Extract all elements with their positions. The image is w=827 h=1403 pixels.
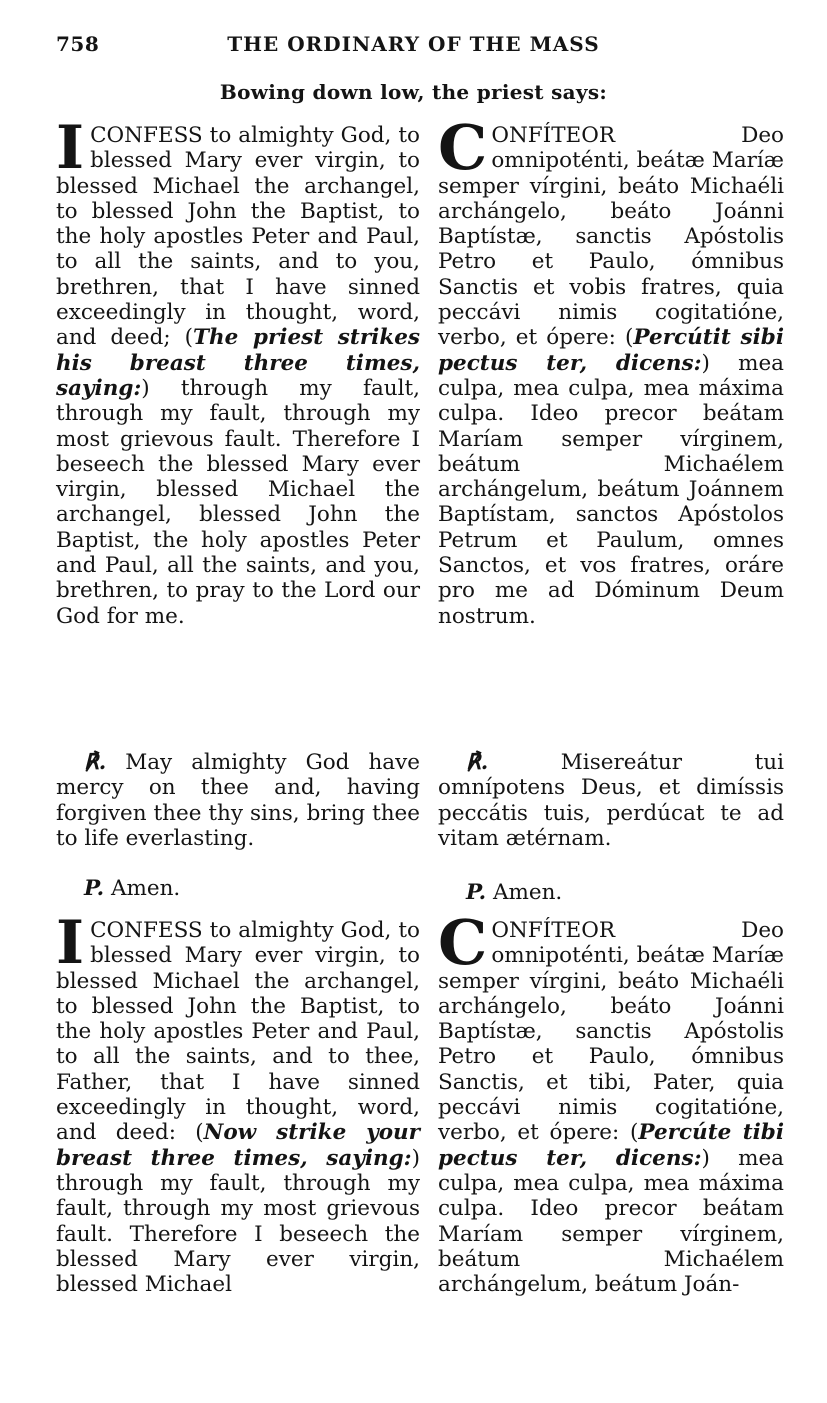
misereatur-english	[56, 750, 420, 851]
confiteor-priest-english-text	[56, 113, 420, 629]
confiteor-people-latin-rubric: Percúte tibi pectus ter, dicens:	[438, 1120, 785, 1171]
amen-english-body: Amen.	[110, 876, 181, 901]
response-sign: ℟.	[466, 750, 489, 775]
confiteor-people-english-text	[56, 908, 421, 1298]
confiteor-people-latin-text	[438, 906, 785, 1298]
running-head: THE ORDINARY OF THE MASS	[227, 32, 600, 56]
confiteor-priest-latin	[438, 111, 784, 629]
amen-english	[56, 876, 420, 901]
amen-latin-body: Amen.	[492, 880, 563, 905]
amen-latin	[438, 880, 784, 905]
misereatur-latin-text	[438, 750, 784, 851]
amen-label: P.	[466, 880, 487, 905]
confiteor-priest-latin-part2: ) mea culpa, mea culpa, mea máxima culpa. Ideo precor beátam Maríam semper vírginem, beátum Michaélem archángelum, beátum Joánnem Baptístam, sanctos Apóstolos Petrum et Paulum, omnes Sanctos, et vos fratres, oráre pro me ad Dóminum Deum nostrum.	[438, 350, 784, 629]
confiteor-priest-latin-rubric: Percútit sibi pectus ter, dicens:	[438, 325, 784, 376]
amen-english-text	[56, 876, 420, 901]
confiteor-priest-english-part1: CONFESS to almighty God, to blessed Mary ever virgin, to blessed Michael the archangel, to blessed John the Baptist, to the holy apostles Peter and Paul, to all the saints, and to you, brethren, that I have sinned exceedingly in thought, word, and deed; (	[56, 123, 420, 351]
dropcap-c: C	[438, 906, 488, 979]
confiteor-priest-english-rubric: The priest strikes his breast three times, saying:	[56, 325, 420, 401]
confiteor-people-english-rubric: Now strike your breast three times, saying:	[56, 1120, 421, 1171]
dropcap-i: I	[56, 113, 85, 183]
confiteor-priest-latin-part1: ONFÍTEOR Deo omnipoténti, beátæ Maríæ semper vírgini, beáto Michaéli archángelo, beáto Joánni Baptístæ, sanctis Apóstolis Petro et Paulo, ómnibus Sanctis et vobis fratres, quia peccávi nimis cogitatióne, verbo, et ópere: (	[438, 123, 784, 351]
confiteor-people-latin-part1: ONFÍTEOR Deo omnipoténti, beátæ Maríæ semper vírgini, beáto Michaéli archángelo, beáto Joánni Baptístæ, sanctis Apóstolis Petro et Paulo, ómnibus Sanctis, et tibi, Pater, quia peccávi nimis cogitatióne, verbo, et ópere: (	[438, 918, 784, 1146]
confiteor-people-latin	[438, 906, 785, 1298]
amen-label: P.	[84, 876, 105, 901]
confiteor-people-english-part2: ) through my fault, through my fault, through my most grievous fault. Therefore I beseech the blessed Mary ever virgin, blessed Michael	[56, 1145, 420, 1298]
dropcap-c: C	[438, 111, 488, 184]
misereatur-english-text	[56, 750, 420, 851]
confiteor-people-latin-part2: ) mea culpa, mea culpa, mea máxima culpa. Ideo precor beátam Maríam semper vírginem, beátum Michaélem archángelum, beátum Joán-	[438, 1145, 784, 1298]
confiteor-priest-english	[56, 113, 420, 629]
confiteor-priest-english-part2: ) through my fault, through my fault, through my most grievous fault. Therefore I beseech the blessed Mary ever virgin, blessed Michael the archangel, blessed John the Baptist, the holy apostles Peter and Paul, all the saints, and you, brethren, to pray to the Lord our God for me.	[56, 375, 420, 629]
confiteor-people-english	[56, 908, 421, 1298]
misereatur-latin-body: Misereátur tui omnípotens Deus, et dimíssis peccátis tuis, perdúcat te ad vitam ætérnam.	[438, 750, 784, 851]
confiteor-priest-latin-text	[438, 111, 784, 629]
confiteor-people-english-part1: CONFESS to almighty God, to blessed Mary ever virgin, to blessed Michael the archangel, to blessed John the Baptist, to the holy apostles Peter and Paul, to all the saints, and to thee, Father, that I have sinned exceedingly in thought, word, and deed: (	[56, 918, 420, 1146]
page-number: 758	[56, 32, 100, 56]
rubric-heading: Bowing down low, the priest says:	[219, 80, 608, 104]
amen-latin-text	[438, 880, 784, 905]
dropcap-i: I	[56, 908, 85, 978]
response-sign: ℟.	[84, 750, 107, 775]
misereatur-english-body: May almighty God have mercy on thee and, having forgiven thee thy sins, bring thee to life everlasting.	[56, 750, 420, 851]
misereatur-latin	[438, 750, 784, 851]
